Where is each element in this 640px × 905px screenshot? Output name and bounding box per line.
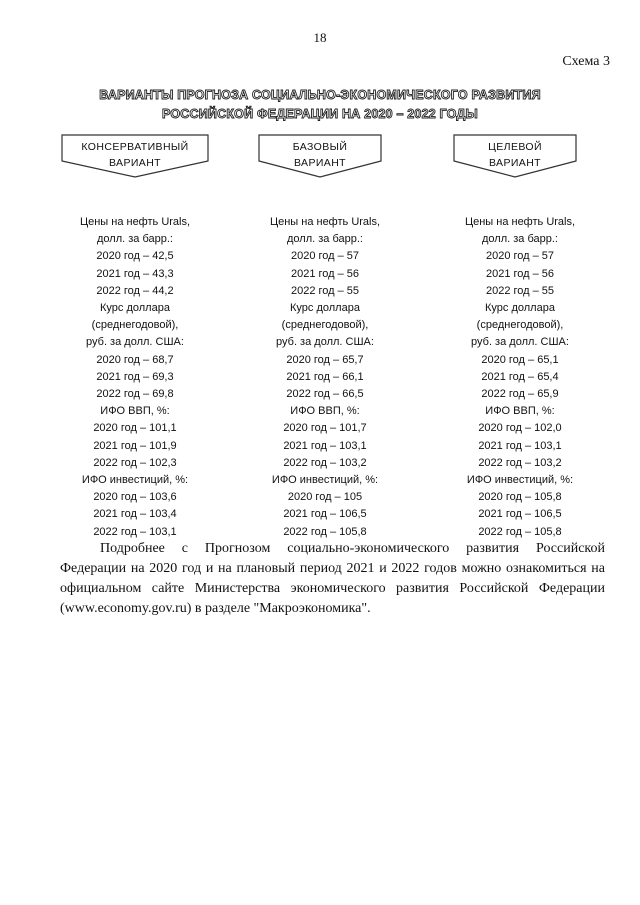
- forecast-line: 2021 год – 43,3: [96, 267, 174, 280]
- arrow-target-line-2: ВАРИАНТ: [488, 157, 541, 169]
- column-base: [245, 214, 405, 541]
- scheme-title: [0, 86, 640, 124]
- forecast-line: 2022 год – 103,2: [283, 456, 367, 469]
- forecast-line: 2022 год – 66,5: [286, 388, 364, 401]
- arrow-base-label: [245, 139, 395, 171]
- forecast-line: 2020 год – 102,0: [478, 422, 562, 435]
- column-target: [440, 214, 600, 541]
- forecast-line: ИФО ВВП, %:: [485, 405, 555, 418]
- arrow-conservative-line-2: ВАРИАНТ: [108, 157, 161, 169]
- forecast-line: долл. за барр.:: [287, 233, 363, 246]
- forecast-line: Цены на нефть Urals,: [464, 216, 576, 228]
- forecast-line: 2022 год – 102,3: [93, 456, 177, 469]
- forecast-line: 2020 год – 103,6: [93, 491, 177, 504]
- forecast-line: долл. за барр.:: [482, 233, 558, 246]
- forecast-line: 2020 год – 42,5: [96, 250, 174, 263]
- forecast-line: руб. за долл. США:: [86, 336, 184, 349]
- forecast-line: 2021 год – 103,1: [283, 439, 367, 452]
- forecast-line: Курс доллара: [100, 302, 170, 315]
- arrow-conservative-label: [60, 139, 210, 171]
- forecast-line: 2022 год – 105,8: [478, 525, 562, 538]
- forecast-line: 2021 год – 66,1: [286, 370, 364, 383]
- arrow-conservative: [60, 133, 210, 179]
- forecast-line: 2022 год – 55: [485, 284, 555, 297]
- forecast-line: 2021 год – 101,9: [93, 439, 177, 452]
- forecast-line: 2021 год – 103,4: [93, 508, 177, 521]
- arrow-target: [440, 133, 590, 179]
- forecast-line: ИФО инвестиций, %:: [466, 474, 574, 487]
- forecast-line: 2020 год – 65,7: [286, 353, 364, 366]
- forecast-line: 2020 год – 65,1: [481, 353, 559, 366]
- forecast-line: руб. за долл. США:: [471, 336, 569, 349]
- forecast-line: Цены на нефть Urals,: [79, 216, 191, 228]
- forecast-line: 2020 год – 57: [485, 250, 555, 263]
- forecast-line: ИФО ВВП, %:: [100, 405, 170, 418]
- footer-paragraph: [60, 539, 605, 619]
- forecast-line: Курс доллара: [485, 302, 555, 315]
- forecast-line: 2020 год – 101,7: [283, 422, 367, 435]
- forecast-line: 2021 год – 65,4: [481, 370, 559, 383]
- forecast-line: (среднегодовой),: [476, 319, 564, 332]
- forecast-line: ИФО инвестиций, %:: [271, 474, 379, 487]
- forecast-line: 2021 год – 56: [485, 267, 555, 280]
- forecast-line: 2022 год – 103,2: [478, 456, 562, 469]
- forecast-line: (среднегодовой),: [281, 319, 369, 332]
- forecast-line: 2022 год – 44,2: [96, 284, 174, 297]
- forecast-line: 2022 год – 69,8: [96, 388, 174, 401]
- forecast-line: Цены на нефть Urals,: [269, 216, 381, 228]
- scheme-title-line-1: ВАРИАНТЫ ПРОГНОЗА СОЦИАЛЬНО-ЭКОНОМИЧЕСКОГО РАЗВИТИЯ: [99, 88, 541, 102]
- scheme-title-line-2: РОССИЙСКОЙ ФЕДЕРАЦИИ НА 2020 – 2022 ГОДЫ: [162, 107, 478, 121]
- forecast-line: 2022 год – 65,9: [481, 388, 559, 401]
- forecast-line: 2020 год – 68,7: [96, 353, 174, 366]
- arrow-base-line-2: ВАРИАНТ: [293, 157, 346, 169]
- scheme-label: Схема 3: [562, 54, 610, 69]
- forecast-line: 2020 год – 105,8: [478, 491, 562, 504]
- page-number: 18: [313, 30, 327, 45]
- arrow-conservative-line-1: КОНСЕРВАТИВНЫЙ: [81, 141, 189, 153]
- forecast-line: 2022 год – 55: [290, 284, 360, 297]
- forecast-line: (среднегодовой),: [91, 319, 179, 332]
- forecast-line: ИФО ВВП, %:: [290, 405, 360, 418]
- arrow-base-line-1: БАЗОВЫЙ: [292, 141, 348, 153]
- forecast-line: руб. за долл. США:: [276, 336, 374, 349]
- forecast-line: 2022 год – 105,8: [283, 525, 367, 538]
- arrow-target-line-1: ЦЕЛЕВОЙ: [488, 141, 542, 153]
- forecast-line: ИФО инвестиций, %:: [81, 474, 189, 487]
- forecast-line: 2021 год – 69,3: [96, 370, 174, 383]
- forecast-line: 2020 год – 57: [290, 250, 360, 263]
- forecast-line: 2020 год – 101,1: [93, 422, 177, 435]
- column-conservative: [55, 214, 215, 541]
- forecast-line: 2021 год – 106,5: [478, 508, 562, 521]
- forecast-line: 2021 год – 103,1: [478, 439, 562, 452]
- paragraph-text: Подробнее с Прогнозом социально-экономического развития Российской Федерации на 2020 год и на плановый период 2021 и 2022 годов можно ознакомиться на официальном сайте Министерства экономического развития Российской Федерации (www.economy.gov.ru) в разделе "Макроэкономика".: [60, 541, 605, 616]
- forecast-line: 2021 год – 106,5: [283, 508, 367, 521]
- arrow-target-label: [440, 139, 590, 171]
- forecast-line: долл. за барр.:: [97, 233, 173, 246]
- forecast-line: 2022 год – 103,1: [93, 525, 177, 538]
- forecast-line: 2020 год – 105: [287, 491, 363, 504]
- forecast-line: 2021 год – 56: [290, 267, 360, 280]
- arrow-base: [245, 133, 395, 179]
- forecast-line: Курс доллара: [290, 302, 360, 315]
